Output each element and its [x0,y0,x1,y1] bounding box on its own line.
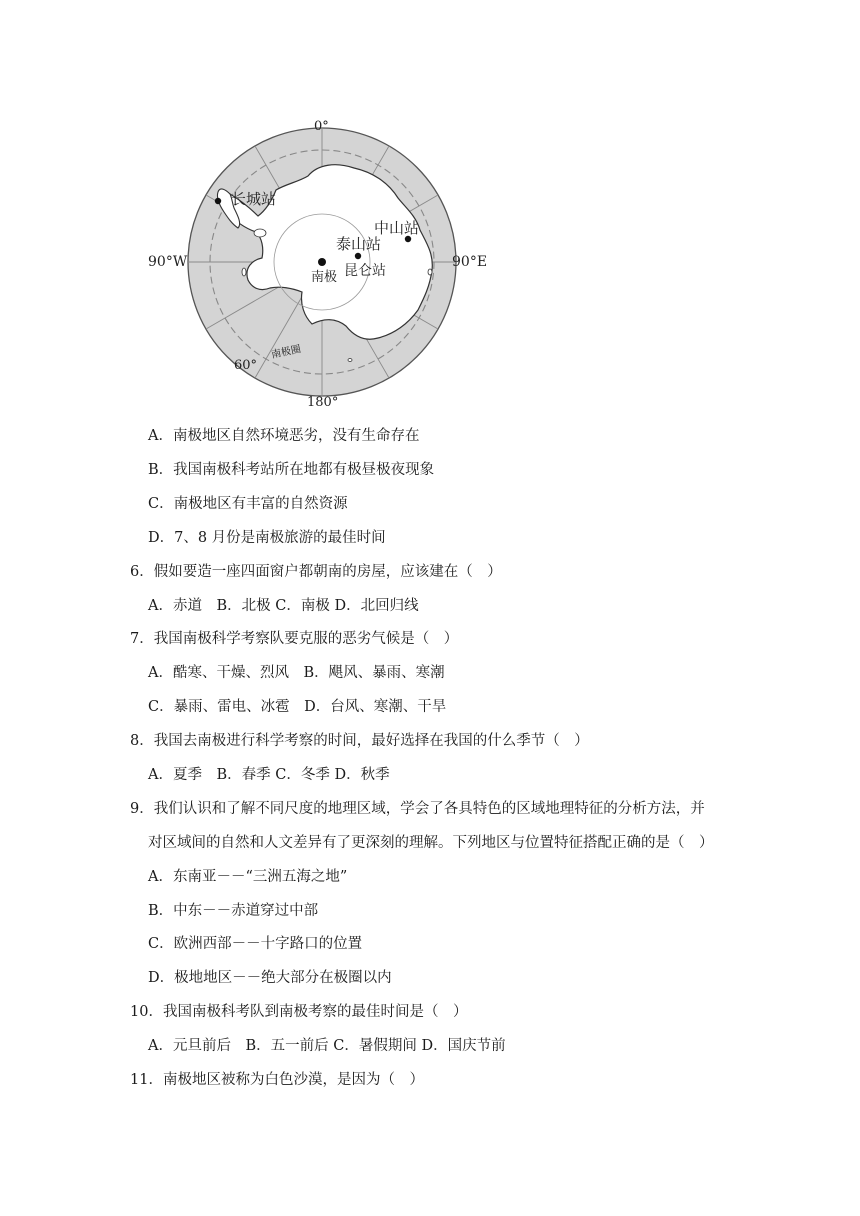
label-90w: 90°W [148,254,188,270]
q9-option-d: D．极地地区－－绝大部分在极圈以内 [148,970,392,986]
q5-option-c: C．南极地区有丰富的自然资源 [148,496,348,512]
label-antarctic-circle: 南极圈 [270,343,302,361]
label-0deg: 0° [314,119,329,134]
q7-options-2: C．暴雨、雷电、冰雹 D．台风、寒潮、干旱 [148,699,447,715]
label-zhongshan: 中山站 [374,219,420,237]
q7-stem: 7．我国南极科学考察队要克服的恶劣气候是（ ） [130,631,459,647]
q5-option-a: A．南极地区自然环境恶劣，没有生命存在 [148,428,420,444]
antarctica-map [140,112,500,410]
q9-option-c: C．欧洲西部－－十字路口的位置 [148,936,363,952]
q10-options: A．元旦前后 B．五一前后 C．暑假期间 D．国庆节前 [148,1038,506,1054]
label-changcheng: 长城站 [231,190,277,208]
q5-option-d: D．7、8 月份是南极旅游的最佳时间 [148,530,386,546]
taishan-station-dot [355,253,361,259]
q11-stem: 11．南极地区被称为白色沙漠，是因为（ ） [130,1072,424,1088]
label-90e: 90°E [452,254,488,270]
south-pole-dot [318,258,326,266]
q6-stem: 6．假如要造一座四面窗户都朝南的房屋，应该建在（ ） [130,564,502,580]
label-kunlun: 昆仑站 [344,263,386,279]
q6-options: A．赤道 B．北极 C．南极 D．北回归线 [148,598,419,614]
q9-option-b: B．中东－－赤道穿过中部 [148,903,319,919]
q8-options: A．夏季 B．春季 C．冬季 D．秋季 [148,767,390,783]
q9-stem-line2: 对区域间的自然和人文差异有了更深刻的理解。下列地区与位置特征搭配正确的是（ ） [148,835,714,851]
label-taishan: 泰山站 [336,235,382,253]
q9-option-a: A．东南亚－－“三洲五海之地” [148,869,348,885]
label-60deg: 60° [234,358,258,373]
label-south-pole: 南极 [311,270,338,285]
antarctica-map-svg [140,112,500,410]
label-180deg: 180° [307,395,339,410]
q10-stem: 10．我国南极科考队到南极考察的最佳时间是（ ） [130,1004,468,1020]
q5-option-b: B．我国南极科考站所在地都有极昼极夜现象 [148,462,435,478]
q8-stem: 8．我国去南极进行科学考察的时间，最好选择在我国的什么季节（ ） [130,733,589,749]
changcheng-station-dot [215,198,221,204]
q9-stem-line1: 9．我们认识和了解不同尺度的地理区域，学会了各具特色的区域地理特征的分析方法，并 [130,801,705,817]
q7-options-1: A．酷寒、干燥、烈风 B．飓风、暴雨、寒潮 [148,665,445,681]
